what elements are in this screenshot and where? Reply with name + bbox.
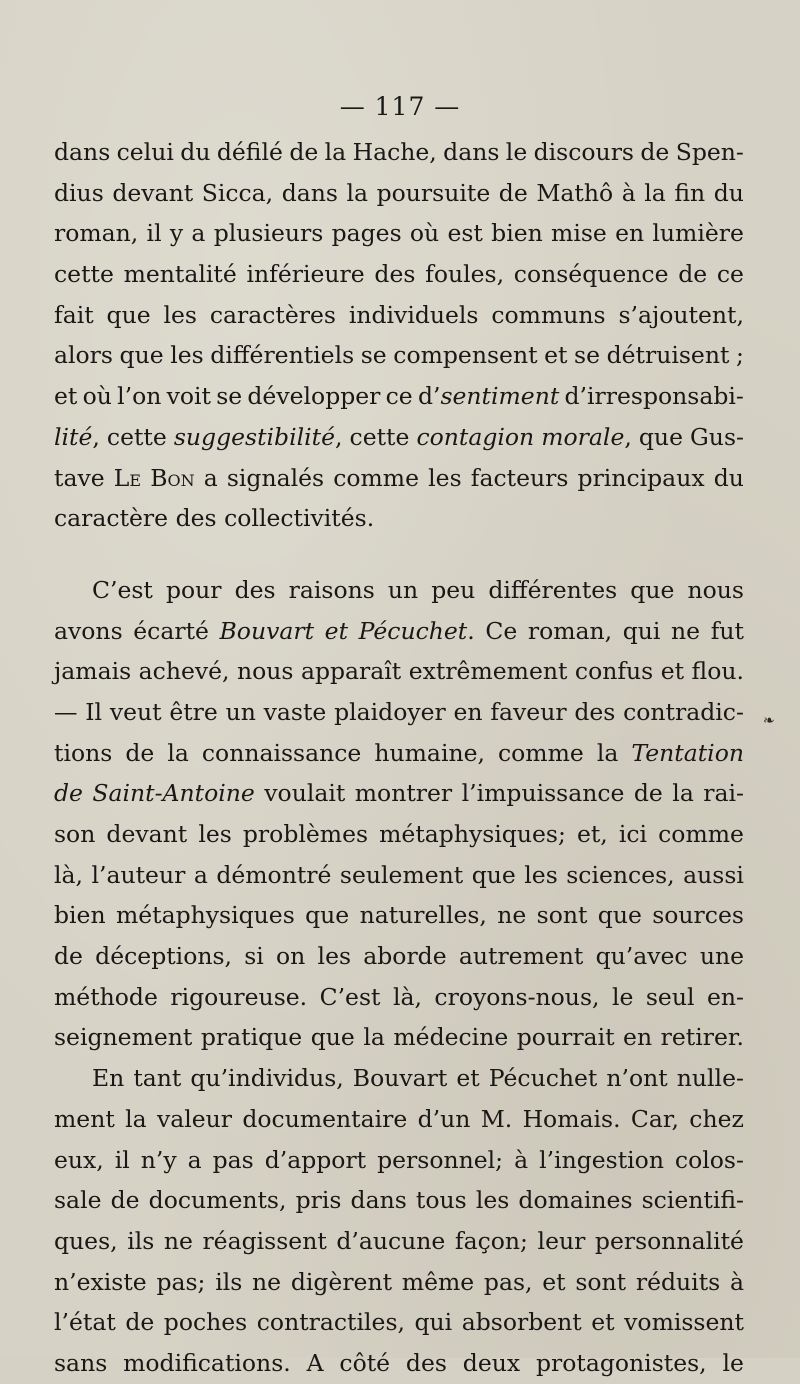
text-line: tions de la connaissance humaine, comme la Tentation [54, 738, 744, 767]
text-line: ment la valeur documentaire d’un M. Homais. Car, chez [54, 1104, 744, 1133]
text-line: et où l’on voit se développer ce d’sentiment d’irresponsabi- [54, 382, 744, 411]
text-line: roman, il y a plusieurs pages où est bien mise en lumière [54, 219, 744, 248]
text-line: sale de documents, pris dans tous les domaines scientifi- [54, 1186, 744, 1215]
text-line: caractère des collectivités. [54, 504, 375, 533]
text-line: là, l’auteur a démontré seulement que les sciences, aussi [54, 860, 744, 889]
text-line: eux, il n’y a pas d’apport personnel; à l’ingestion colos- [54, 1145, 744, 1174]
margin-mark: ❧ [763, 713, 775, 729]
text-line: de déceptions, si on les aborde autrement qu’avec une [54, 942, 744, 971]
text-line: n’existe pas; ils ne digèrent même pas, et sont réduits à [54, 1267, 744, 1296]
text-line: jamais achevé, nous apparaît extrêmement confus et flou. [54, 657, 744, 686]
text-line: cette mentalité inférieure des foules, conséquence de ce [54, 260, 744, 289]
text-line: C’est pour des raisons un peu différentes que nous [92, 575, 744, 604]
paragraph-2 [54, 570, 744, 1384]
text-line: de Saint-Antoine voulait montrer l’impuissance de la rai- [54, 779, 744, 808]
text-line: l’état de poches contractiles, qui absorbent et vomissent [54, 1308, 744, 1337]
text-line: lité, cette suggestibilité, cette contagion morale, que Gus- [54, 422, 744, 451]
page-number-header: — 117 — [339, 92, 461, 121]
text-line: bien métaphysiques que naturelles, ne sont que sources [54, 901, 744, 930]
text-line: son devant les problèmes métaphysiques; et, ici comme [54, 820, 744, 848]
page-body-text [54, 132, 744, 1384]
text-line: sans modifications. A côté des deux protagonistes, le [54, 1348, 744, 1377]
text-line: — Il veut être un vaste plaidoyer en faveur des contradic- [54, 697, 744, 726]
text-line: tave Le Bon a signalés comme les facteurs principaux du [54, 463, 744, 492]
text-line: avons écarté Bouvart et Pécuchet. Ce roman, qui ne fut [54, 616, 744, 645]
text-line: méthode rigoureuse. C’est là, croyons-nous, le seul en- [54, 982, 744, 1011]
text-line: En tant qu’individus, Bouvart et Pécuchet n’ont nulle- [92, 1064, 744, 1093]
paragraph-1 [54, 132, 744, 539]
text-line: ques, ils ne réagissent d’aucune façon; leur personnalité [54, 1226, 744, 1255]
text-line: dans celui du défilé de la Hache, dans le discours de Spen- [54, 138, 744, 166]
text-line: fait que les caractères individuels communs s’ajoutent, [54, 300, 744, 329]
text-line: dius devant Sicca, dans la poursuite de Mathô à la fin du [54, 178, 744, 207]
text-line: seignement pratique que la médecine pourrait en retirer. [54, 1023, 744, 1052]
text-line: alors que les différentiels se compensent et se détruisent ; [54, 341, 744, 370]
